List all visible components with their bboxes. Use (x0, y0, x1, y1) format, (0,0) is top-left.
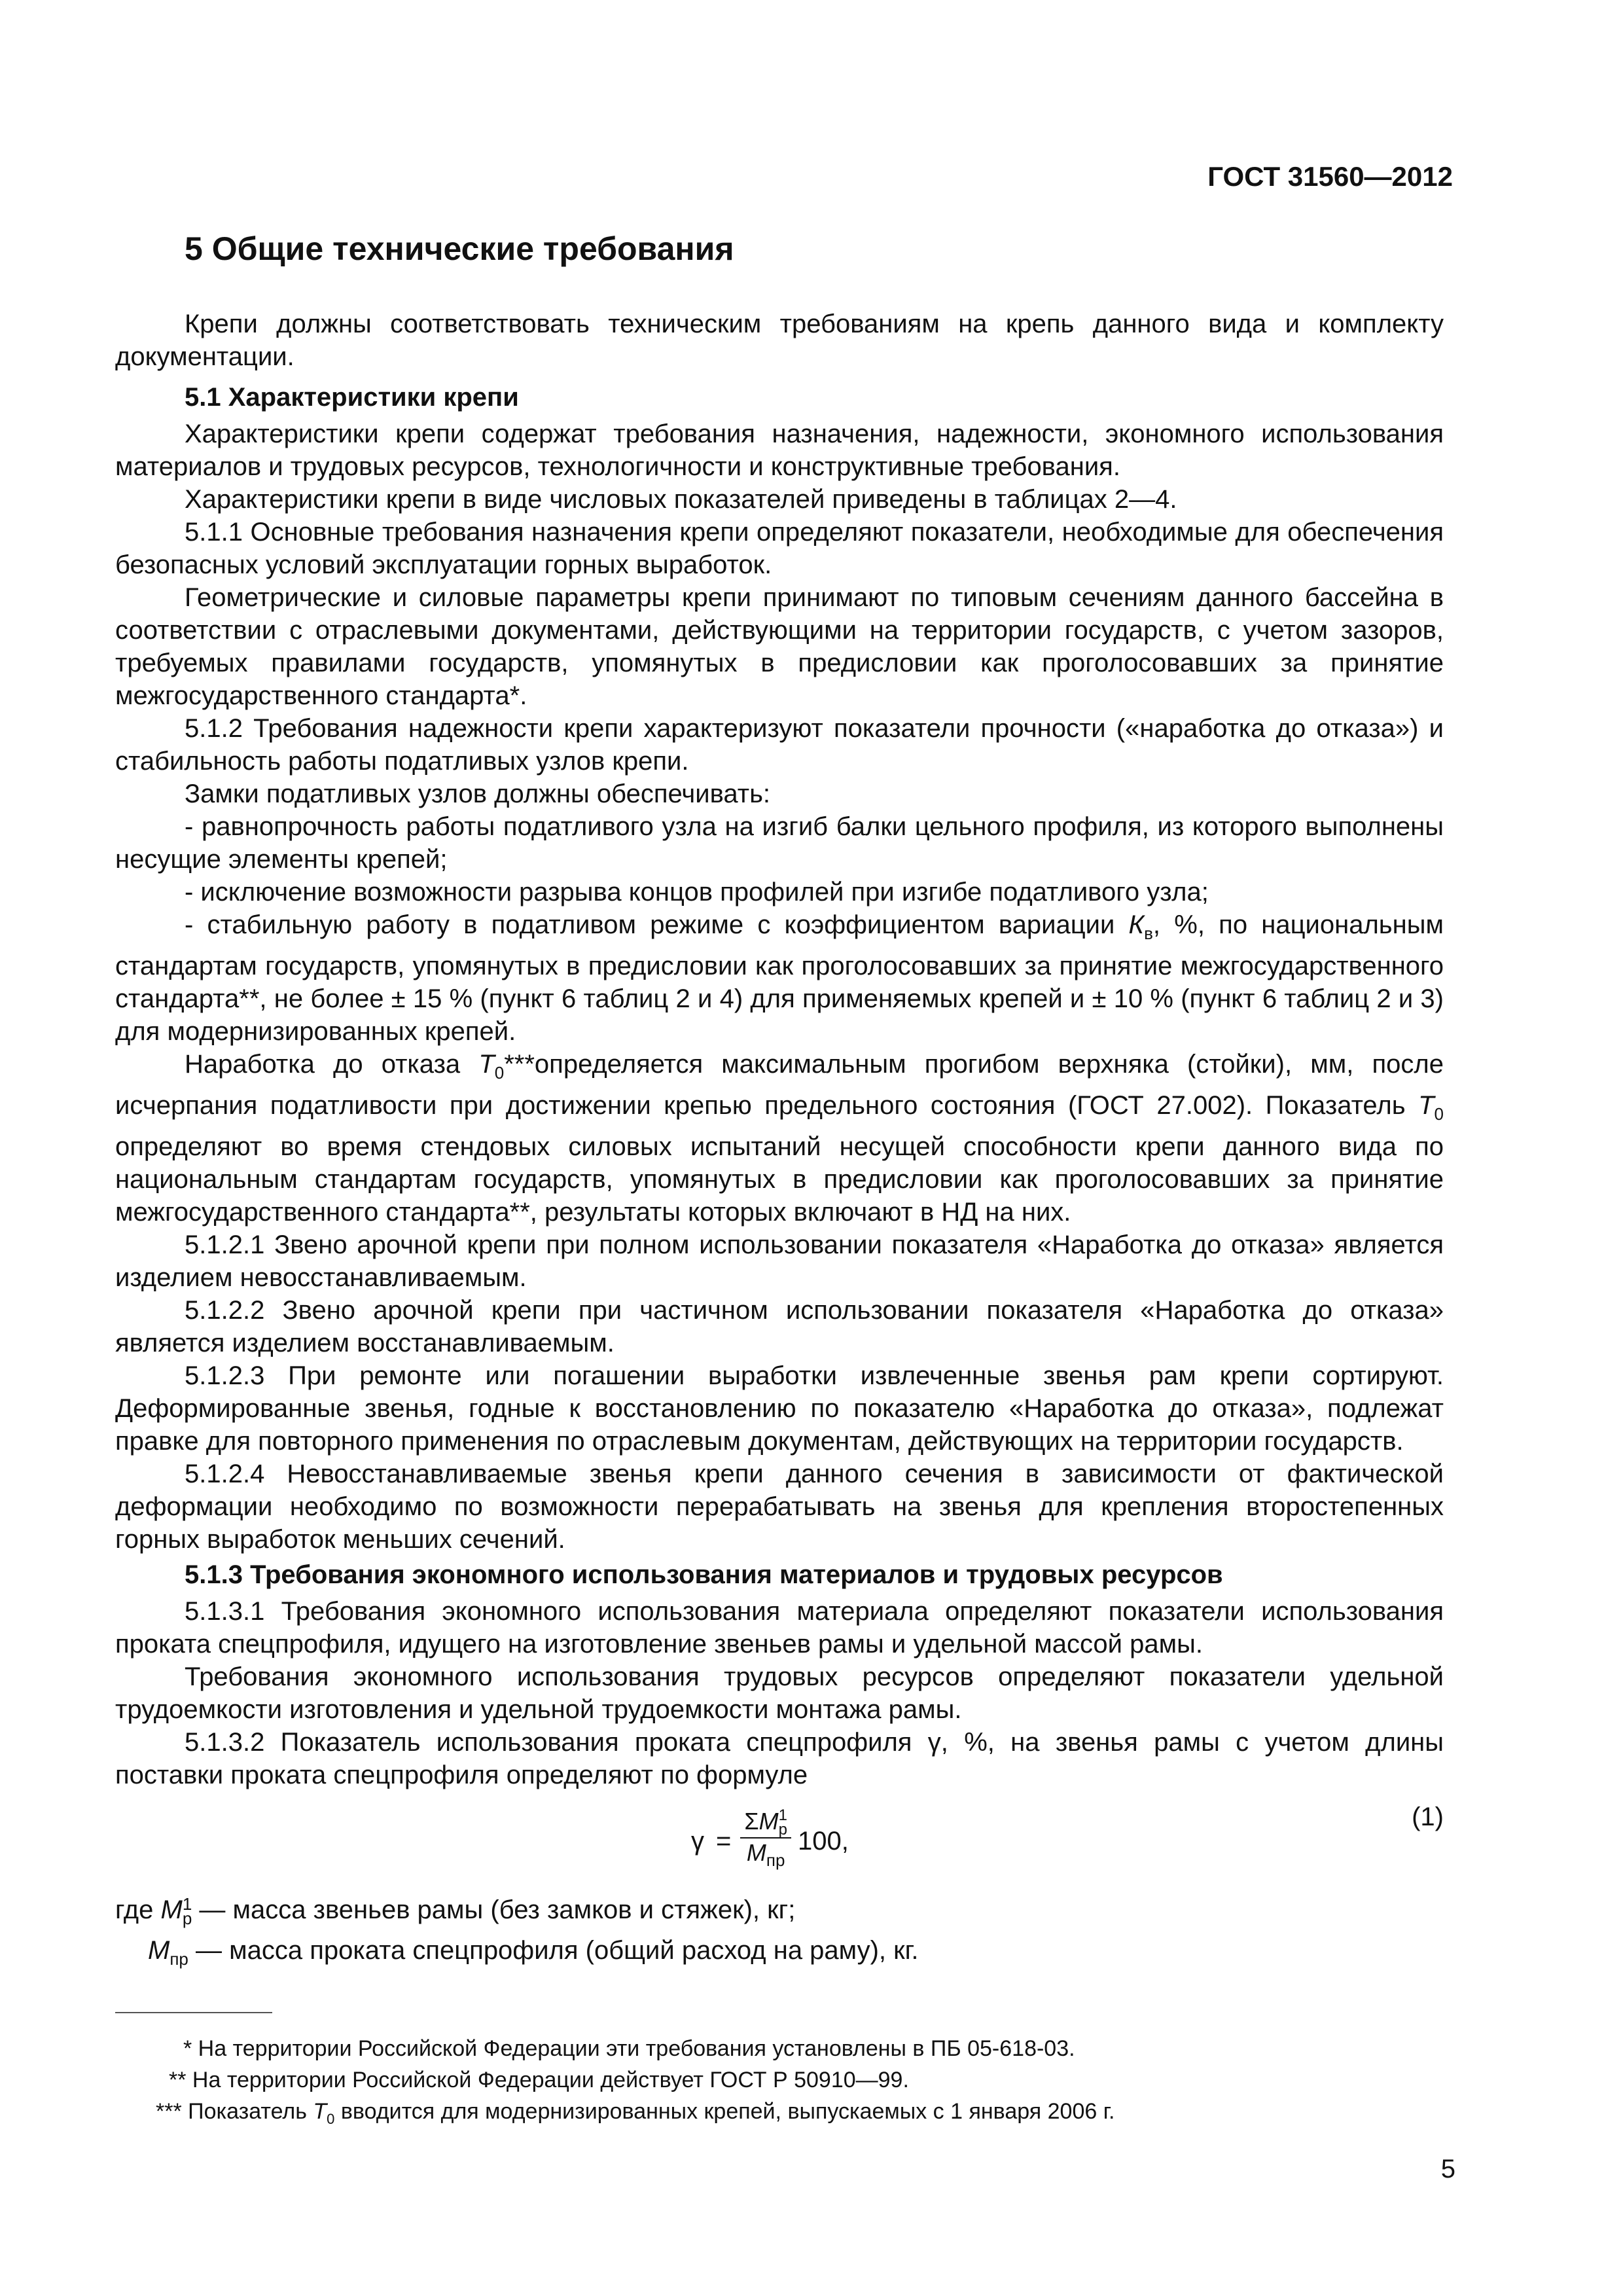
page-number: 5 (1440, 2155, 1455, 2183)
text: - стабильную работу в податливом режиме с коэффициентом вариации (185, 910, 1129, 939)
page-content (115, 164, 1444, 2135)
text: ***определяется максимальным прогибом верхняка (стойки), мм, после исчерпания податливости при достижении крепью предельного состояния (ГОСТ 27.002). Показатель (115, 1050, 1444, 1120)
paragraph (115, 1048, 1444, 1229)
paragraph-5-1-3-1: 5.1.3.1 Требования экономного использования материала определяют показатели использования проката спецпрофиля, идущего на изготовление звеньев рамы и удельной массой рамы. (115, 1597, 1444, 1659)
paragraph-5-1-1: 5.1.1 Основные требования назначения крепи определяют показатели, необходимые для обеспечения безопасных условий эксплуатации горных выработок. (115, 518, 1444, 579)
subsection-title-5-1-3: 5.1.3 Требования экономного использования материалов и трудовых ресурсов (185, 1560, 1223, 1589)
subscript: р (778, 1821, 787, 1839)
variable: Т (313, 2099, 327, 2124)
list-item (115, 908, 1444, 1048)
paragraph: Характеристики крепи в виде числовых показателей приведены в таблицах 2—4. (185, 485, 1177, 514)
superscript: 1 (182, 1894, 192, 1914)
intro-paragraph: Крепи должны соответствовать техническим требованиям на крепь данного вида и комплекту документации. (115, 310, 1444, 371)
variable: M (758, 1808, 779, 1835)
text: — масса звеньев рамы (без замков и стяжек), кг; (192, 1895, 796, 1924)
footnote-1: * На территории Российской Федерации эти требования установлены в ПБ 05-618-03. (183, 2036, 1075, 2061)
list-item: - исключение возможности разрыва концов профилей при изгибе податливого узла; (185, 878, 1209, 906)
variable: M (746, 1839, 766, 1867)
variable: M (160, 1895, 183, 1924)
formula (691, 1807, 849, 1875)
paragraph-5-1-2-2: 5.1.2.2 Звено арочной крепи при частичном использовании показателя «Наработка до отказа» является изделием восстанавливаемым. (115, 1296, 1444, 1357)
variable: M (148, 1936, 170, 1965)
section-title: 5 Общие технические требования (185, 230, 734, 267)
fraction-numerator (740, 1807, 791, 1839)
footnote-divider (115, 2012, 272, 2013)
fraction-denominator (743, 1839, 789, 1874)
paragraph-5-1-2-3: 5.1.2.3 При ремонте или погашении выработки извлеченные звенья рам крепи сортируют. Деформированные звенья, годные к восстановлению по показателю «Наработка до отказа», подлежат правке для повторного применения по отраслевым документам, действующих на территории государств. (115, 1361, 1444, 1456)
paragraph-5-1-2-4: 5.1.2.4 Невосстанавливаемые звенья крепи данного сечения в зависимости от фактической деформации необходимо по возможности перерабатывать на звенья для крепления второстепенных горных выработок меньших сечений. (115, 1460, 1444, 1554)
text: *** Показатель (156, 2099, 313, 2124)
paragraph-5-1-3-2: 5.1.3.2 Показатель использования проката спецпрофиля γ, %, на звенья рамы с учетом длины поставки проката спецпрофиля определяют по формуле (115, 1728, 1444, 1789)
subscript: 0 (494, 1063, 505, 1083)
list-item: - равнопрочность работы податливого узла на изгиб балки цельного профиля, из которого выполнены несущие элементы крепей; (115, 812, 1444, 874)
formula-number: (1) (1412, 1803, 1444, 1831)
paragraph: Требования экономного использования трудовых ресурсов определяют показатели удельной трудоемкости изготовления и удельной трудоемкости монтажа рамы. (115, 1662, 1444, 1724)
subscript: 0 (327, 2110, 335, 2127)
subsection-title-5-1: 5.1 Характеристики крепи (185, 383, 519, 412)
text: определяют во время стендовых силовых испытаний несущей способности крепи данного вида по национальным стандартам государств, упомянутых в предисловии как проголосовавших за принятие межгосударственного стандарта**, результаты которых включают в НД на них. (115, 1132, 1444, 1227)
formula-block (115, 1799, 1444, 1884)
variable: Т (478, 1050, 495, 1079)
subscript: пр (169, 1949, 188, 1969)
subscript: 0 (1434, 1104, 1444, 1124)
where-prefix: где (115, 1895, 161, 1924)
paragraph: Геометрические и силовые параметры крепи принимают по типовым сечениям данного бассейна в соответствии с отраслевыми документами, действующими на территории государств, с учетом зазоров, требуемых правилами государств, упомянутых в предисловии как проголосовавших за принятие межгосударственного стандарта*. (115, 583, 1444, 710)
text: — масса проката спецпрофиля (общий расход на раму), кг. (188, 1936, 919, 1965)
superscript: 1 (778, 1806, 787, 1825)
subscript: в (1144, 924, 1153, 943)
where-line-1 (115, 1893, 1444, 1929)
paragraph: Характеристики крепи содержат требования назначения, надежности, экономного использования материалов и трудовых ресурсов, технологичности и конструктивные требования. (115, 420, 1444, 481)
formula-lhs: γ (691, 1826, 704, 1856)
text: вводится для модернизированных крепей, выпускаемых с 1 января 2006 г. (334, 2099, 1115, 2124)
paragraph: Замки податливых узлов должны обеспечивать: (185, 780, 771, 808)
subscript: р (182, 1909, 192, 1929)
text: Наработка до отказа (185, 1050, 479, 1079)
footnote-3 (115, 2096, 1444, 2135)
formula-factor: 100, (797, 1826, 849, 1856)
variable: К (1128, 910, 1145, 939)
footnote-2: ** На территории Российской Федерации действует ГОСТ Р 50910—99. (169, 2068, 909, 2092)
text: , %, по национальным стандартам государств, упомянутых в предисловии как проголосовавших за принятие межгосударственного стандарта**, не более ± 15 % (пункт 6 таблиц 2 и 4) для применяемых крепей и ± 10 % (пункт 6 таблиц 2 и 3) для модернизированных крепей. (115, 910, 1444, 1046)
paragraph-5-1-2: 5.1.2 Требования надежности крепи характеризуют показатели прочности («наработка до отказа») и стабильность работы податливых узлов крепи. (115, 714, 1444, 776)
variable: Т (1418, 1091, 1435, 1120)
paragraph-5-1-2-1: 5.1.2.1 Звено арочной крепи при полном использовании показателя «Наработка до отказа» является изделием невосстанавливаемым. (115, 1230, 1444, 1292)
formula-equals: = (716, 1826, 732, 1856)
where-line-2 (148, 1934, 1444, 1975)
subscript: пр (766, 1850, 785, 1871)
sigma-symbol: Σ (744, 1808, 759, 1835)
formula-fraction (740, 1807, 791, 1875)
document-code: ГОСТ 31560—2012 (1207, 161, 1453, 192)
